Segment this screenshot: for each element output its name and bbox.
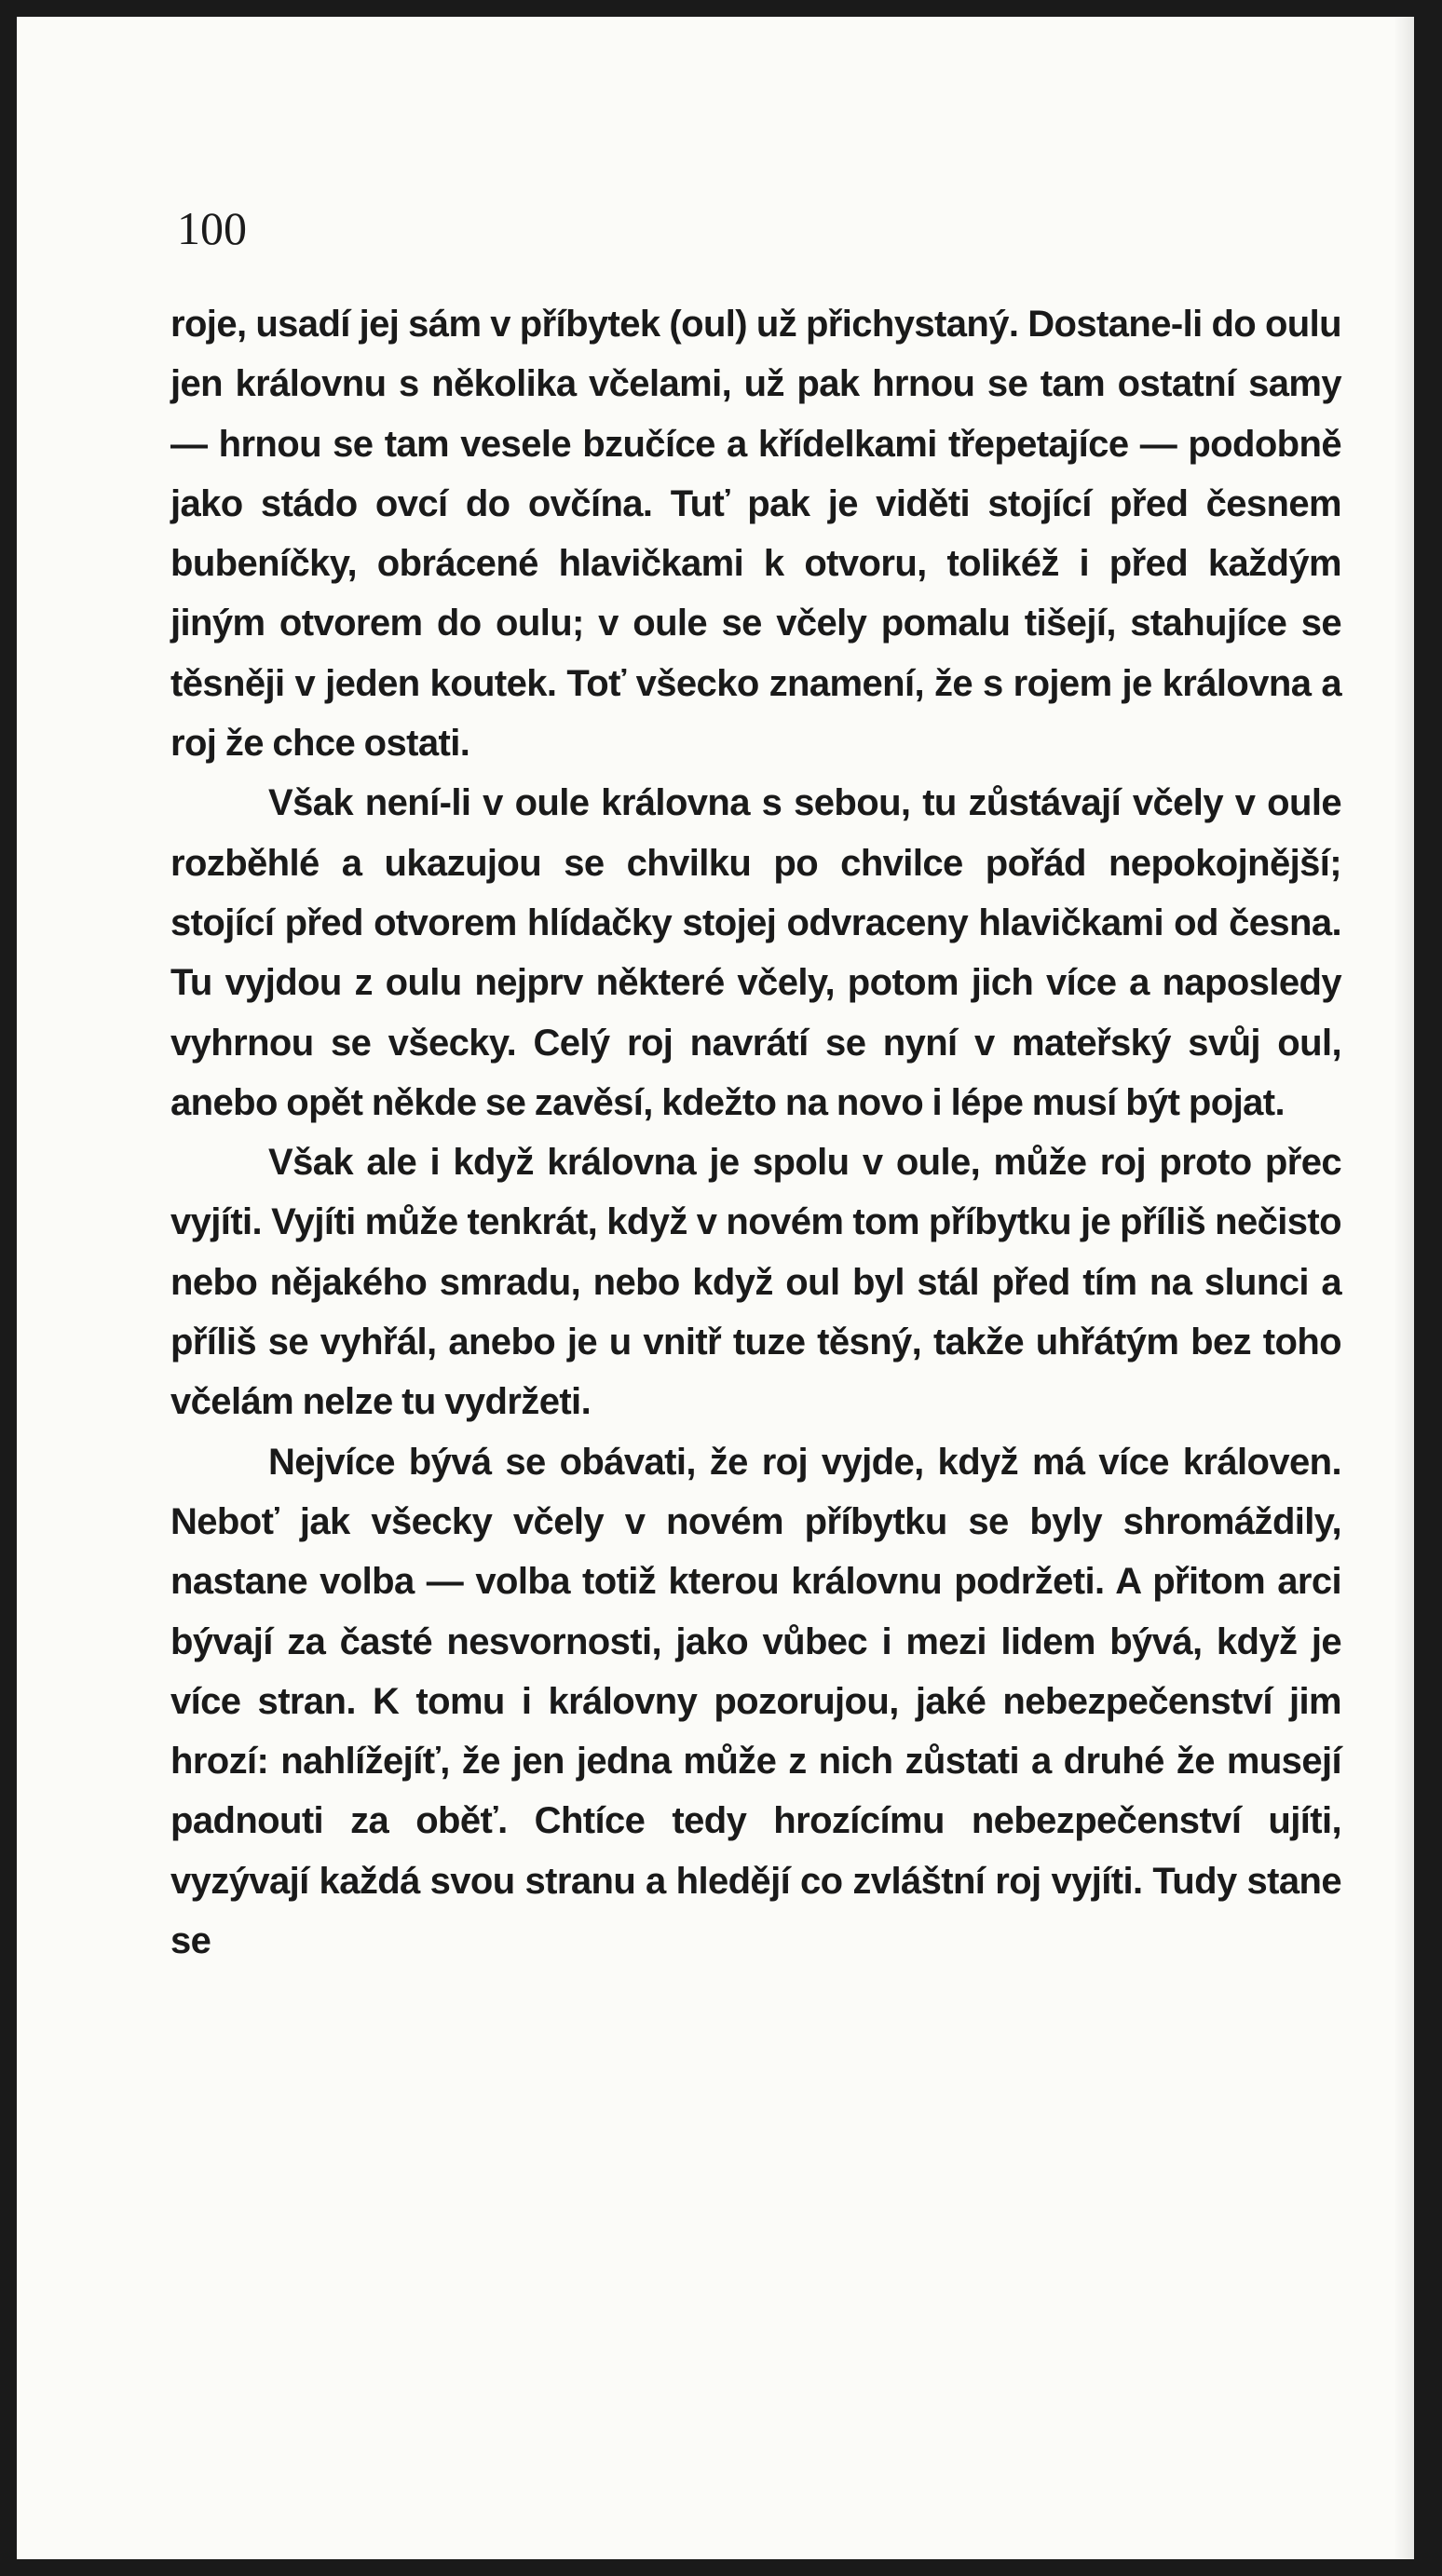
paragraph-1: roje, usadí jej sám v příbytek (oul) už přichystaný. Dostane-li do oulu jen královnu s několika včelami, už pak hrnou se tam ostatní samy — hrnou se tam vesele bzučíce a křídelkami třepetajíce — podobně jako stádo ovcí do ovčína. Tuť pak je viděti stojící před česnem bubeníčky, obrácené hlavičkami k otvoru, tolikéž i před každým jiným otvorem do oulu; v oule se včely pomalu tišejí, stahujíce se těsněji v jeden koutek. Toť všecko znamení, že s rojem je královna a roj že chce ostati. [170,304,1341,765]
paragraph-3: Však ale i když královna je spolu v oule, může roj proto přec vyjíti. Vyjíti může tenkrát, když v novém tom příbytku je příliš nečisto nebo nějakého smradu, nebo když oul byl stál před tím na slunci a příliš se vyhřál, anebo je u vnitř tuze těsný, takže uhřátým bez toho včelám nelze tu vydržeti. [170,1142,1341,1423]
body-text [170,294,1341,1971]
paragraph-2: Však není-li v oule královna s sebou, tu zůstávají včely v oule rozběhlé a ukazujou se chvilku po chvilce pořád nepokojnější; stojící před otvorem hlídačky stojej odvraceny hlavičkami od česna. Tu vyjdou z oulu nejprv některé včely, potom jich více a naposledy vyhrnou se všecky. Celý roj navrátí se nyní v mateřský svůj oul, anebo opět někde se zavěsí, kdežto na novo i lépe musí být pojat. [170,782,1341,1123]
page-edge-shade [1394,17,1414,2559]
page-number: 100 [177,202,247,254]
book-page [17,17,1414,2559]
paragraph-4: Nejvíce bývá se obávati, že roj vyjde, když má více královen. Neboť jak všecky včely v novém příbytku se byly shromáždily, nastane volba — volba totiž kterou královnu podržeti. A přitom arci bývají za časté nesvornosti, jako vůbec i mezi lidem bývá, když je více stran. K tomu i královny pozorujou, jaké nebezpečenství jim hrozí: nahlížejíť, že jen jedna může z nich zůstati a druhé že musejí padnouti za oběť. Chtíce tedy hrozícímu nebezpečenství ujíti, vyzývají každá svou stranu a hledějí co zvláštní roj vyjíti. Tudy stane se [170,1441,1341,1962]
